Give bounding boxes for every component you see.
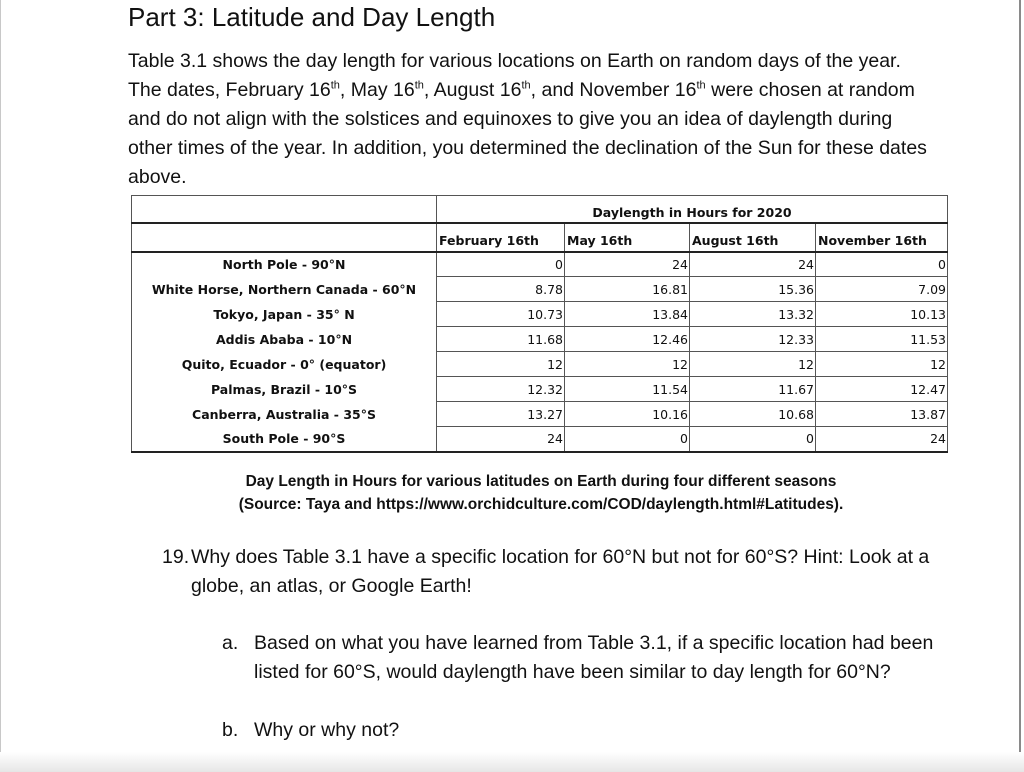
sub-question-text: Why or why not? bbox=[254, 719, 400, 741]
ordinal-suffix: th bbox=[521, 79, 531, 92]
value-cell: 11.67 bbox=[690, 377, 816, 402]
table-row bbox=[132, 377, 948, 402]
location-cell: Addis Ababa - 10°N bbox=[132, 327, 437, 352]
value-cell: 11.53 bbox=[816, 327, 948, 352]
location-cell: Palmas, Brazil - 10°S bbox=[132, 377, 437, 402]
location-cell: White Horse, Northern Canada - 60°N bbox=[132, 277, 437, 302]
daylength-table bbox=[131, 195, 948, 453]
page-title: Part 3: Latitude and Day Length bbox=[128, 2, 496, 32]
value-cell: 10.13 bbox=[816, 302, 948, 327]
value-cell: 12.47 bbox=[816, 377, 948, 402]
table-corner-cell bbox=[132, 196, 437, 223]
ordinal-suffix: th bbox=[414, 79, 424, 92]
table-caption-line-1: Day Length in Hours for various latitudes on Earth during four different seasons bbox=[245, 473, 837, 490]
value-cell: 10.73 bbox=[437, 302, 565, 327]
value-cell: 12.33 bbox=[690, 327, 816, 352]
value-cell: 12 bbox=[816, 352, 948, 377]
intro-paragraph bbox=[128, 47, 928, 192]
question-text: Why does Table 3.1 have a specific location for 60°N but not for 60°S? Hint: Look at a globe, an atlas, or Google Earth! bbox=[191, 546, 930, 597]
value-cell: 12 bbox=[437, 352, 565, 377]
value-cell: 15.36 bbox=[690, 277, 816, 302]
sub-question-label: b. bbox=[222, 719, 239, 741]
column-header-nov: November 16th bbox=[816, 223, 948, 252]
table-corner-cell bbox=[132, 223, 437, 252]
value-cell: 0 bbox=[690, 427, 816, 452]
table-row bbox=[132, 427, 948, 452]
table-caption bbox=[131, 470, 951, 516]
sub-question-text: Based on what you have learned from Table 3.1, if a specific location had been listed for 60°S, would daylength have been similar to day length for 60°N? bbox=[254, 632, 934, 683]
location-cell: Tokyo, Japan - 35° N bbox=[132, 302, 437, 327]
value-cell: 0 bbox=[437, 252, 565, 277]
value-cell: 13.84 bbox=[565, 302, 690, 327]
table-row bbox=[132, 277, 948, 302]
column-header-aug: August 16th bbox=[690, 223, 816, 252]
page-bottom-shadow bbox=[0, 752, 1024, 772]
value-cell: 12.46 bbox=[565, 327, 690, 352]
value-cell: 11.54 bbox=[565, 377, 690, 402]
location-cell: North Pole - 90°N bbox=[132, 252, 437, 277]
question-19b bbox=[222, 716, 962, 745]
value-cell: 11.68 bbox=[437, 327, 565, 352]
intro-text-3: , August 16 bbox=[423, 79, 522, 101]
value-cell: 8.78 bbox=[437, 277, 565, 302]
table-group-header-row bbox=[132, 196, 948, 223]
table-column-header-row bbox=[132, 223, 948, 252]
value-cell: 7.09 bbox=[816, 277, 948, 302]
page-right-edge bbox=[1019, 0, 1021, 772]
question-number: 19. bbox=[162, 546, 190, 568]
table-group-header: Daylength in Hours for 2020 bbox=[437, 196, 948, 223]
value-cell: 0 bbox=[816, 252, 948, 277]
value-cell: 10.68 bbox=[690, 402, 816, 427]
ordinal-suffix: th bbox=[330, 79, 340, 92]
value-cell: 12.32 bbox=[437, 377, 565, 402]
location-cell: Quito, Ecuador - 0° (equator) bbox=[132, 352, 437, 377]
table-row bbox=[132, 402, 948, 427]
value-cell: 16.81 bbox=[565, 277, 690, 302]
intro-text-1: Table 3.1 shows the day length for various locations on Earth on random days of the year. The dates, February 16 bbox=[128, 50, 901, 101]
value-cell: 12 bbox=[690, 352, 816, 377]
table-caption-source: (Source: Taya and https://www.orchidculture.com/COD/daylength.html#Latitudes). bbox=[238, 496, 844, 513]
value-cell: 13.32 bbox=[690, 302, 816, 327]
value-cell: 13.27 bbox=[437, 402, 565, 427]
column-header-may: May 16th bbox=[565, 223, 690, 252]
intro-text-4: , and November 16 bbox=[530, 79, 697, 101]
value-cell: 13.87 bbox=[816, 402, 948, 427]
value-cell: 0 bbox=[565, 427, 690, 452]
table-row bbox=[132, 302, 948, 327]
page-left-edge bbox=[0, 0, 1, 772]
intro-text-5: were chosen at random and do not align with the solstices and equinoxes to give you an idea of daylength during other times of the year. In addition, you determined the declination of the Sun for these dates above. bbox=[128, 79, 927, 188]
column-header-feb: February 16th bbox=[437, 223, 565, 252]
value-cell: 24 bbox=[565, 252, 690, 277]
location-cell: South Pole - 90°S bbox=[132, 427, 437, 452]
location-cell: Canberra, Australia - 35°S bbox=[132, 402, 437, 427]
table-row bbox=[132, 352, 948, 377]
value-cell: 24 bbox=[690, 252, 816, 277]
value-cell: 10.16 bbox=[565, 402, 690, 427]
value-cell: 24 bbox=[816, 427, 948, 452]
question-19 bbox=[162, 543, 962, 601]
intro-text-2: , May 16 bbox=[339, 79, 415, 101]
table-row bbox=[132, 327, 948, 352]
value-cell: 24 bbox=[437, 427, 565, 452]
ordinal-suffix: th bbox=[696, 79, 706, 92]
value-cell: 12 bbox=[565, 352, 690, 377]
sub-question-label: a. bbox=[222, 632, 239, 654]
table-row bbox=[132, 252, 948, 277]
question-19a bbox=[222, 629, 962, 687]
